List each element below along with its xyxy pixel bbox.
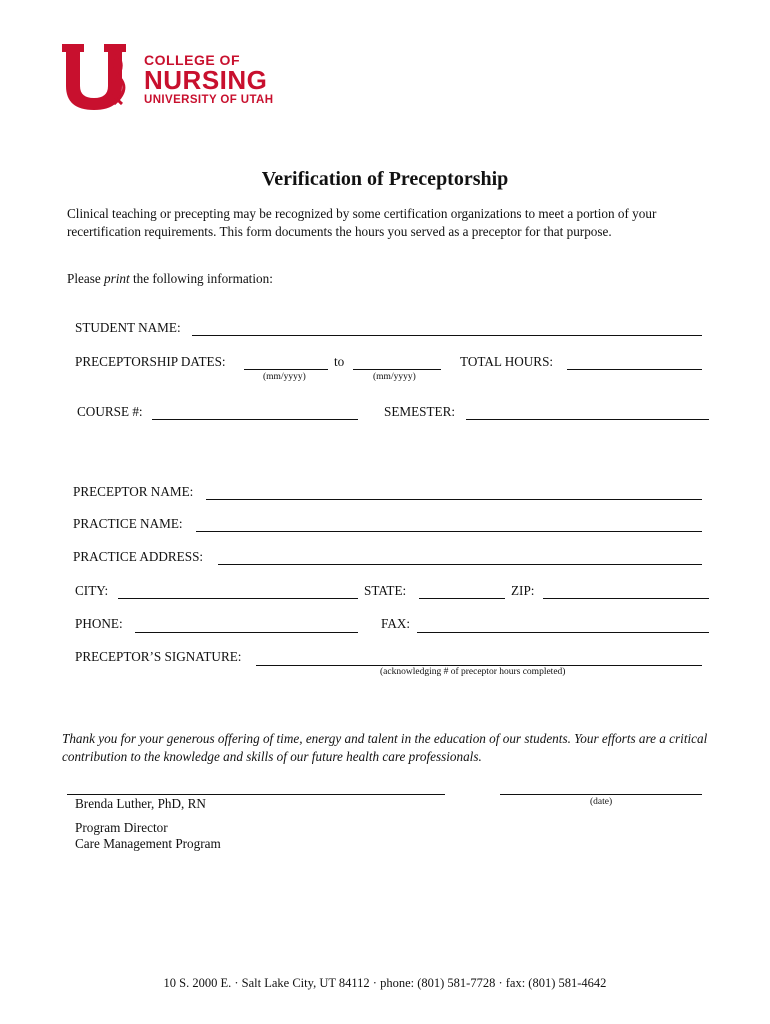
- total-hours-label: TOTAL HOURS:: [460, 354, 554, 369]
- state-field[interactable]: [419, 598, 505, 599]
- semester-label: SEMESTER:: [384, 404, 456, 419]
- start-date-field[interactable]: [244, 369, 328, 370]
- thank-you-note: Thank you for your generous offering of time, energy and talent in the education of our students. Your efforts are a critical contribution to the knowledge and skills of our future health care professionals.: [62, 731, 708, 764]
- state-label: STATE:: [364, 583, 407, 598]
- footer-contact: 10 S. 2000 E. · Salt Lake City, UT 84112 · phone: (801) 581-7728 · fax: (801) 581-4642: [163, 976, 607, 990]
- fax-field[interactable]: [417, 632, 709, 633]
- logo-college-of: COLLEGE OF: [144, 52, 240, 68]
- course-field[interactable]: [152, 419, 358, 420]
- start-date-hint: (mm/yyyy): [263, 372, 306, 382]
- end-date-field[interactable]: [353, 369, 441, 370]
- page-title: Verification of Preceptorship: [261, 168, 509, 190]
- practice-name-field[interactable]: [196, 531, 702, 532]
- end-date-hint: (mm/yyyy): [373, 372, 416, 382]
- practice-address-field[interactable]: [218, 564, 702, 565]
- university-logo-icon: [62, 44, 132, 110]
- intro-text: Clinical teaching or precepting may be recognized by some certification organizations to meet a portion of your recertification requirements. This form documents the hours you served as a preceptor for that purpose.: [67, 206, 657, 239]
- director-title: Program Director: [75, 820, 168, 835]
- city-label: CITY:: [75, 583, 109, 598]
- preceptorship-dates-label: PRECEPTORSHIP DATES:: [75, 354, 226, 369]
- zip-label: ZIP:: [511, 583, 535, 598]
- date-hint: (date): [590, 797, 613, 807]
- logo-university: UNIVERSITY OF UTAH: [144, 94, 274, 106]
- signature-hint: (acknowledging # of preceptor hours completed): [380, 667, 566, 677]
- student-name-field[interactable]: [192, 335, 702, 336]
- practice-address-label: PRACTICE ADDRESS:: [73, 549, 204, 564]
- print-instruction: Please print the following information:: [67, 271, 273, 286]
- to-label: to: [334, 354, 345, 369]
- preceptor-signature-field[interactable]: [256, 665, 702, 666]
- student-name-label: STUDENT NAME:: [75, 320, 181, 335]
- program-name: Care Management Program: [75, 836, 221, 851]
- logo-nursing: NURSING: [144, 65, 268, 95]
- semester-field[interactable]: [466, 419, 709, 420]
- practice-name-label: PRACTICE NAME:: [73, 516, 183, 531]
- phone-field[interactable]: [135, 632, 358, 633]
- preceptor-name-field[interactable]: [206, 499, 702, 500]
- preceptor-name-label: PRECEPTOR NAME:: [73, 484, 194, 499]
- preceptor-signature-label: PRECEPTOR’S SIGNATURE:: [75, 649, 242, 664]
- course-label: COURSE #:: [77, 404, 143, 419]
- total-hours-field[interactable]: [567, 369, 702, 370]
- zip-field[interactable]: [543, 598, 709, 599]
- director-name: Brenda Luther, PhD, RN: [75, 796, 206, 811]
- fax-label: FAX:: [381, 616, 411, 631]
- city-field[interactable]: [118, 598, 358, 599]
- phone-label: PHONE:: [75, 616, 123, 631]
- date-line[interactable]: [500, 794, 702, 795]
- director-signature-line: [67, 794, 445, 795]
